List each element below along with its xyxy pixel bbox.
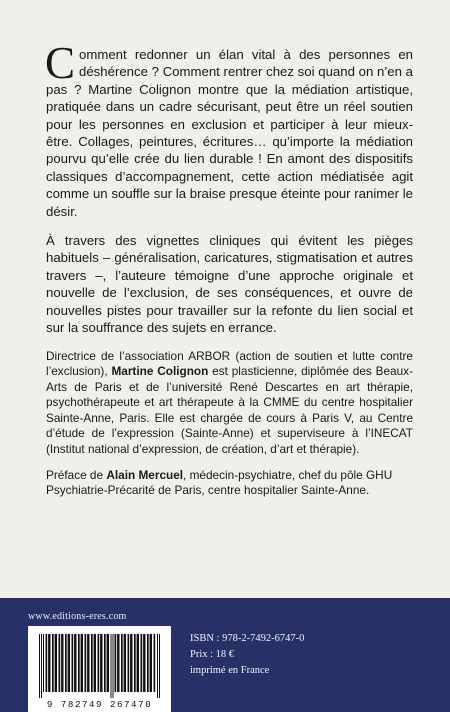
publisher-footer-band xyxy=(0,598,450,712)
back-cover-text xyxy=(45,38,413,499)
preface-author-role: , médecin-psychiatre, chef du pôle GHU Psychiatrie-Précarité de Paris, centre hospitalier Sainte-Anne. xyxy=(46,467,393,498)
price-line: Prix : 18 € xyxy=(190,649,235,660)
isbn-line: ISBN : 978-2-7492-6747-0 xyxy=(190,633,305,644)
printed-in-line: imprimé en France xyxy=(190,665,270,676)
description-paragraph-1 xyxy=(45,38,413,220)
preface-credit xyxy=(46,468,413,499)
preface-author-name: Alain Mercuel xyxy=(106,467,184,482)
description-paragraph-2: À travers des vignettes cliniques qui évitent les pièges habituels – généralisation, caricatures, stigmatisation et autres travers –, l’auteure témoigne d’une approche originale et nouvelle de l’exclusion, de ses conséquences, et ouvre de nouvelles pistes pour travailler sur la refonte du lien social et sur la souffrance des sujets en errance. xyxy=(46,233,413,336)
author-bio-details: est plasticienne, diplômée des Beaux-Arts de Paris et de l’université René Descartes en art thérapie, psychothérapeute et art thérapeute à la CMME du centre hospitalier Sainte-Anne, Paris. Elle est chargée de cours à Paris V, au Centre d’étude de l’expression (Sainte-Anne) et superviseure à l’INECAT (Institut national d’expression, de création, d’art et thérapie). xyxy=(46,364,413,457)
author-name: Martine Colignon xyxy=(111,364,209,379)
drop-cap: C xyxy=(45,38,76,88)
preface-prefix: Préface de xyxy=(46,467,107,482)
publisher-website: www.editions-eres.com xyxy=(28,611,127,622)
author-bio-intro: Directrice de l’association ARBOR (action de soutien et lutte contre l’exclusion), xyxy=(46,348,413,379)
publication-info xyxy=(190,631,304,679)
description-paragraph-1-text: omment redonner un élan vital à des personnes en déshérence ? Comment rentrer chez soi quand on n’en a pas ? Martine Colignon montre que la médiation artistique, pratiquée dans un cadre sécurisant, peut être un réel soutien pour les personnes en exclusion et participer à leur mieux-être. Collages, peintures, écritures… qu’importe la médiation pourvu qu’elle crée du lien durable ! En amont des dispositifs classiques d’accompagnement, cette action médiatisée agit comme un souffle sur la braise presque éteinte pour ranimer le désir. xyxy=(46,47,413,219)
author-biography xyxy=(46,349,413,458)
barcode-icon xyxy=(38,634,161,698)
barcode-number: 9 782749 267470 xyxy=(46,699,153,710)
isbn-barcode xyxy=(28,626,171,712)
